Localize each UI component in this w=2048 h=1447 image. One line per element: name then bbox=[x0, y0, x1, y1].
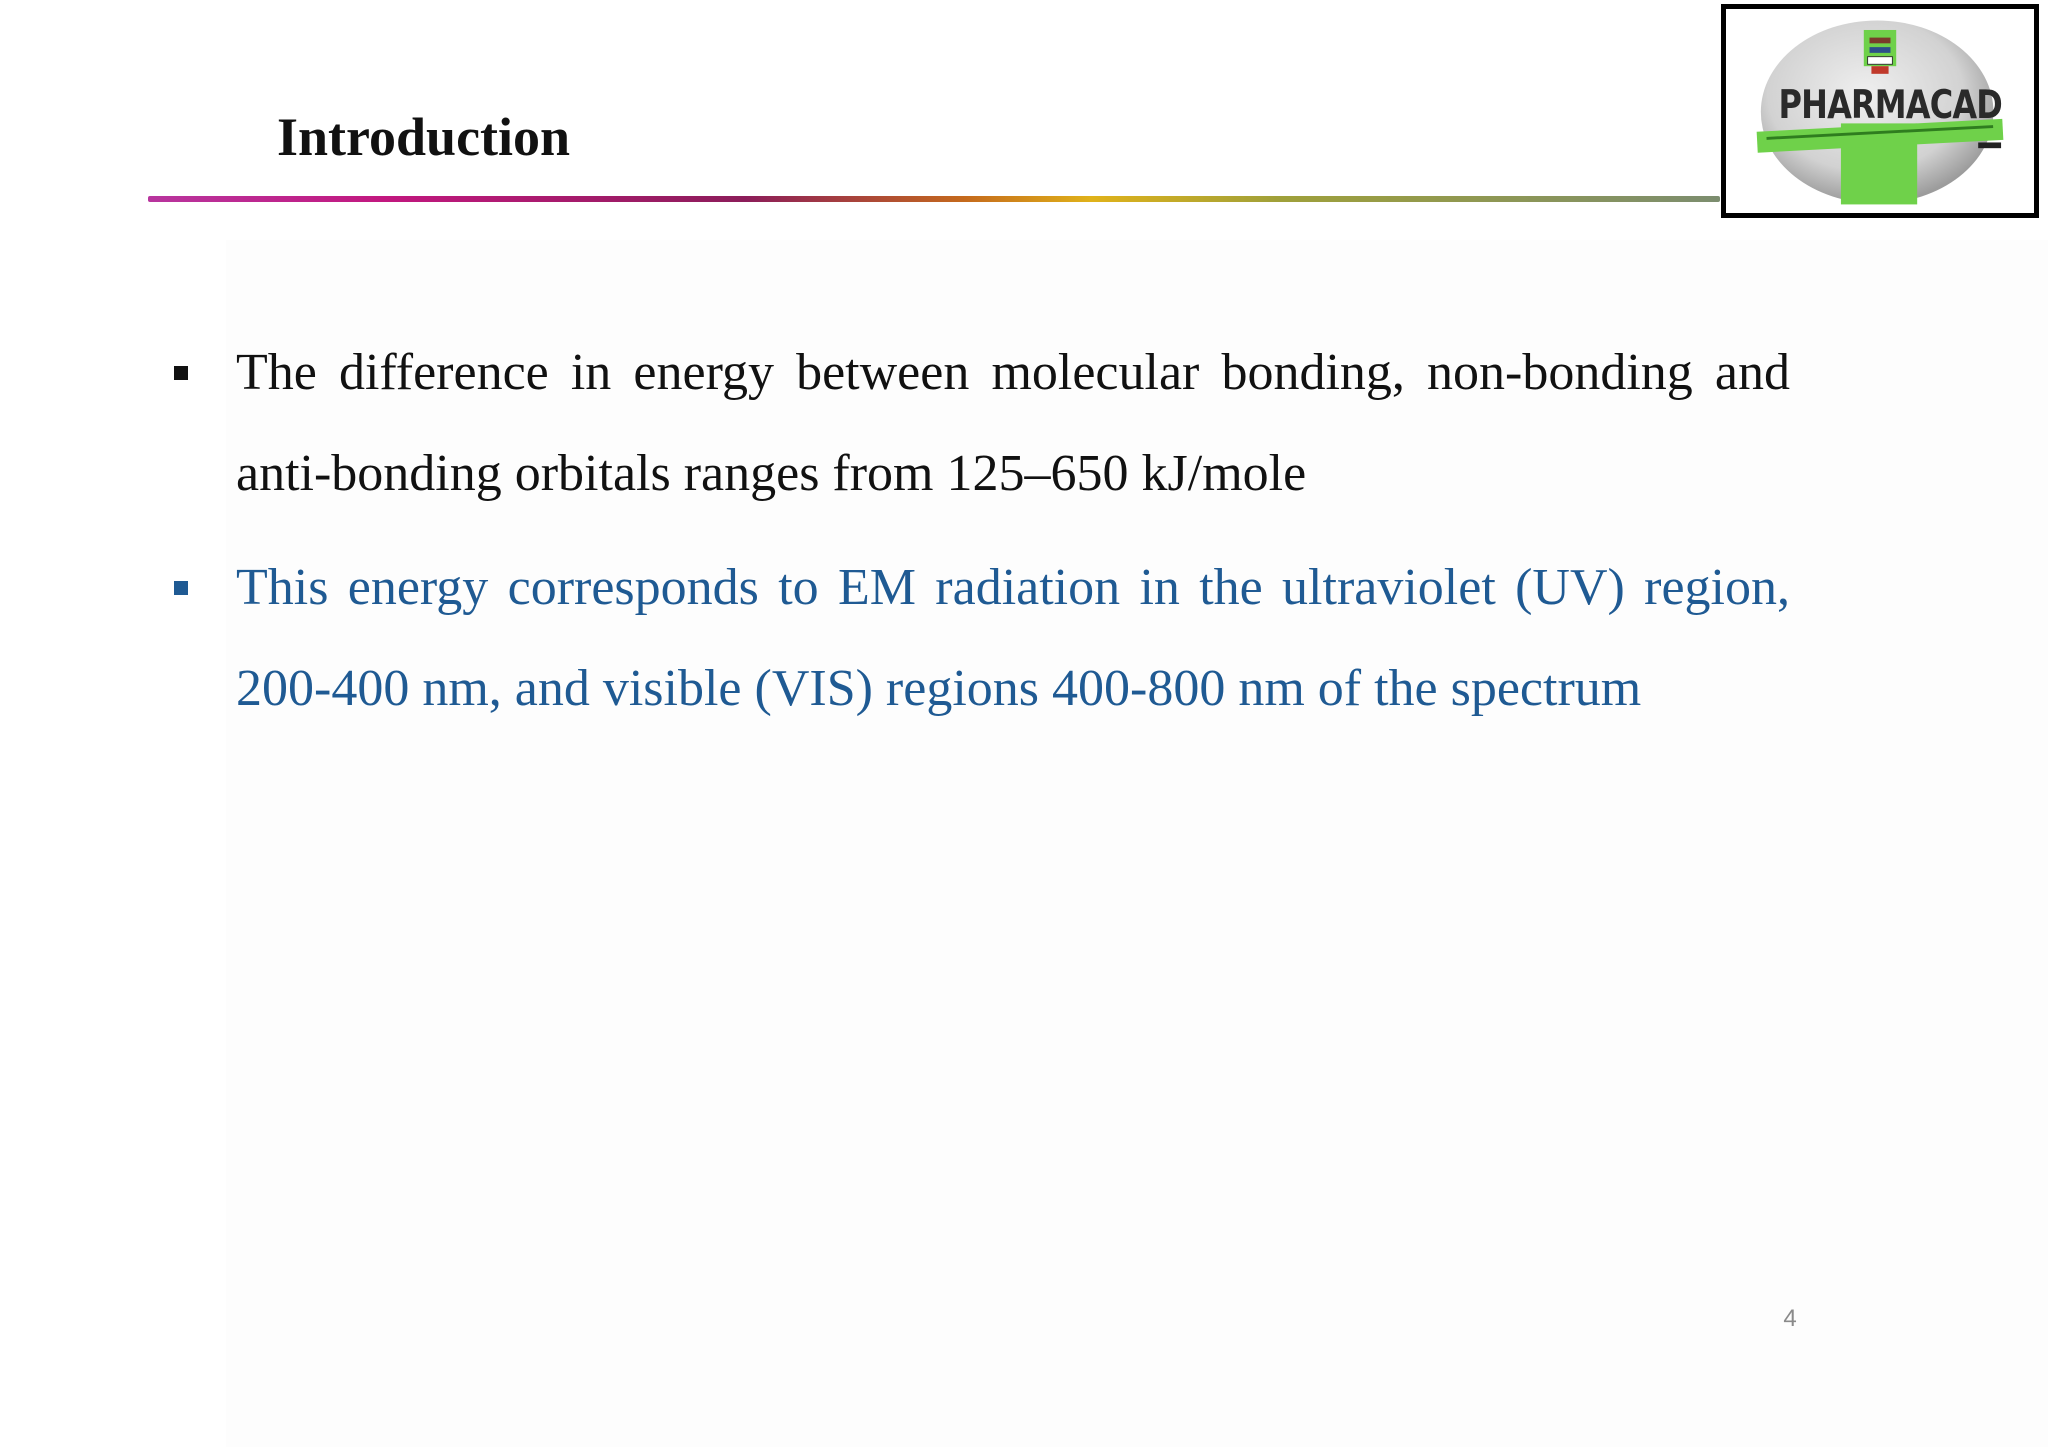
square-bullet-icon bbox=[174, 537, 188, 638]
bullet-text: The difference in energy between molecular bonding, non-bonding and anti-bonding orbitals ranges from 125–650 kJ/mole bbox=[236, 344, 1790, 502]
title-underline-gradient bbox=[148, 196, 1720, 202]
bullet-text: This energy corresponds to EM radiation in the ultraviolet (UV) region, 200-400 nm, and visible (VIS) regions 400-800 nm of the spectrum bbox=[236, 559, 1790, 717]
bullet-list bbox=[170, 322, 1790, 739]
page-number: 4 bbox=[1783, 1305, 1797, 1332]
slide-title: Introduction bbox=[277, 107, 571, 167]
logo-text: PHARMACAD bbox=[1778, 83, 2003, 128]
bullet-item-2 bbox=[170, 537, 1790, 739]
pharmacad-logo bbox=[1721, 4, 2039, 218]
square-bullet-icon bbox=[174, 322, 188, 423]
bullet-item-1 bbox=[170, 322, 1790, 524]
